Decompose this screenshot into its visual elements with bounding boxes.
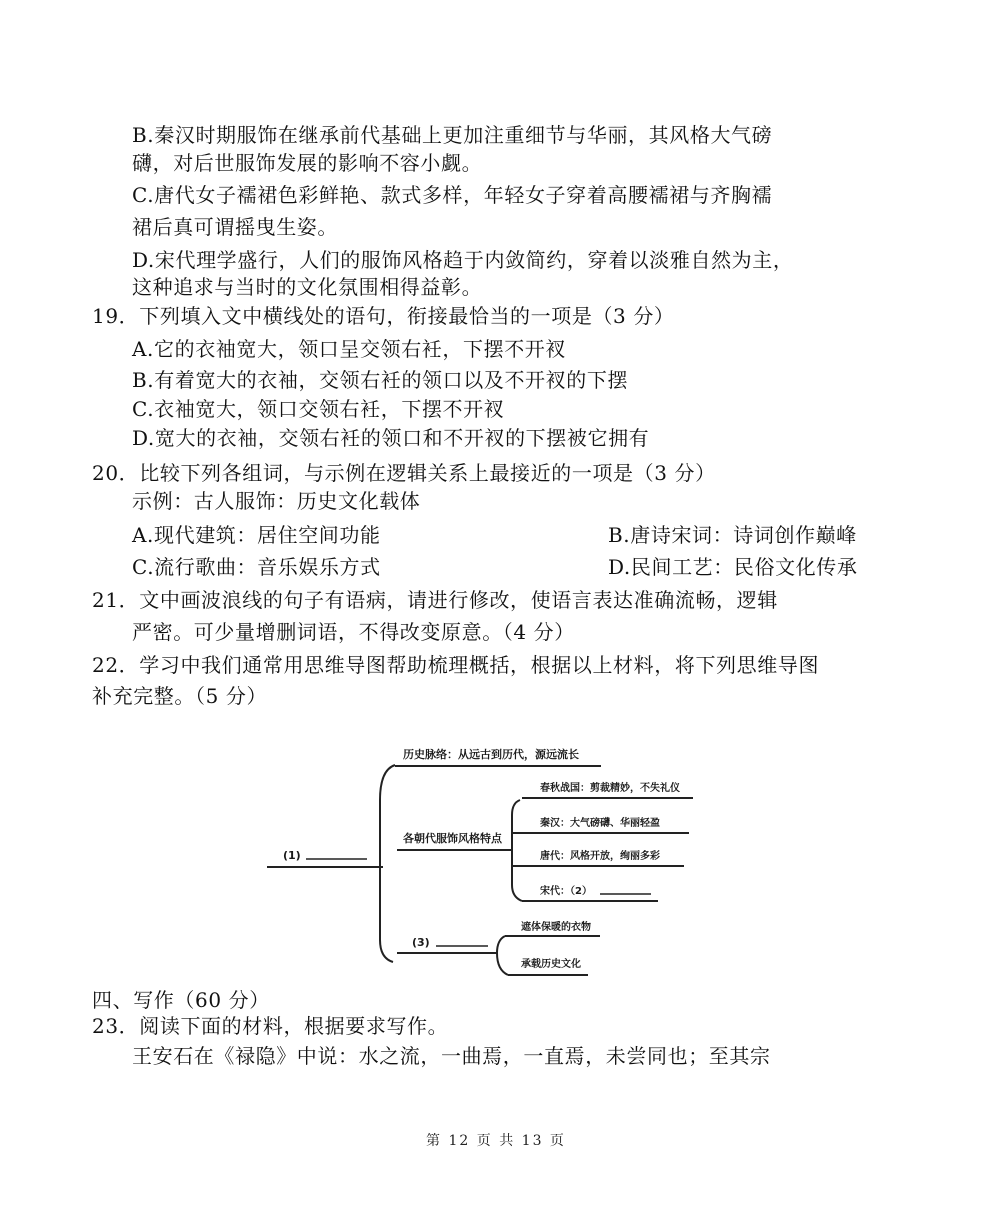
question-19-stem: 19．下列填入文中横线处的语句，衔接最恰当的一项是（3 分） (92, 304, 675, 328)
mind-map-lines (267, 765, 693, 975)
mindmap-qinhan: 秦汉：大气磅礴、华丽轻盈 (540, 818, 660, 829)
mindmap-history: 历史脉络：从远古到历代，源远流长 (403, 748, 579, 761)
option-b-text-cont: 礴，对后世服饰发展的影响不容小觑。 (132, 151, 483, 175)
mindmap-blank3: (3) (412, 936, 430, 949)
q20-option-c: C.流行歌曲：音乐娱乐方式 (132, 555, 381, 579)
question-23-text: 王安石在《禄隐》中说：水之流，一曲焉，一直焉，未尝同也；至其宗 (132, 1044, 771, 1068)
q20-example: 示例：古人服饰：历史文化载体 (132, 489, 421, 513)
q20-option-b: B.唐诗宋词：诗词创作巅峰 (608, 523, 857, 547)
q19-option-a: A.它的衣袖宽大，领口呈交领右衽，下摆不开衩 (132, 337, 567, 361)
question-22-line2: 补充完整。（5 分） (92, 684, 268, 708)
mindmap-tang: 唐代：风格开放，绚丽多彩 (540, 851, 660, 862)
q19-option-c: C.衣袖宽大，领口交领右衽，下摆不开衩 (132, 397, 505, 421)
question-23-stem: 23．阅读下面的材料，根据要求写作。 (92, 1014, 449, 1038)
mindmap-song: 宋代：（2） (540, 886, 592, 897)
option-c-text-cont: 裙后真可谓摇曳生姿。 (132, 215, 338, 239)
section-4-heading: 四、写作（60 分） (92, 988, 270, 1012)
blank-lines (306, 859, 651, 946)
mindmap-func1: 遮体保暖的衣物 (521, 922, 591, 933)
page-footer: 第 12 页 共 13 页 (426, 1133, 566, 1149)
question-22-line1: 22．学习中我们通常用思维导图帮助梳理概括，根据以上材料，将下列思维导图 (92, 653, 820, 677)
question-21-line1: 21．文中画波浪线的句子有语病，请进行修改，使语言表达准确流畅，逻辑 (92, 588, 778, 612)
mindmap-styles: 各朝代服饰风格特点 (403, 832, 502, 845)
mindmap-chunqiu: 春秋战国：剪裁精妙，不失礼仪 (540, 783, 680, 794)
mindmap-root-label: (1) (283, 849, 301, 862)
option-b-text: B.秦汉时期服饰在继承前代基础上更加注重细节与华丽，其风格大气磅 (132, 123, 773, 147)
option-d-text-cont: 这种追求与当时的文化氛围相得益彰。 (132, 275, 483, 299)
q19-option-d: D.宽大的衣袖，交领右衽的领口和不开衩的下摆被它拥有 (132, 426, 650, 450)
question-20-stem: 20．比较下列各组词，与示例在逻辑关系上最接近的一项是（3 分） (92, 461, 716, 485)
mindmap-func2: 承载历史文化 (521, 959, 581, 970)
question-21-line2: 严密。可少量增删词语，不得改变原意。（4 分） (132, 620, 575, 644)
q19-option-b: B.有着宽大的衣袖，交领右衽的领口以及不开衩的下摆 (132, 368, 629, 392)
option-c-text: C.唐代女子襦裙色彩鲜艳、款式多样，年轻女子穿着高腰襦裙与齐胸襦 (132, 183, 773, 207)
q20-option-a: A.现代建筑：居住空间功能 (132, 523, 381, 547)
option-d-text: D.宋代理学盛行，人们的服饰风格趋于内敛简约，穿着以淡雅自然为主， (132, 248, 794, 272)
q20-option-d: D.民间工艺：民俗文化传承 (608, 555, 858, 579)
